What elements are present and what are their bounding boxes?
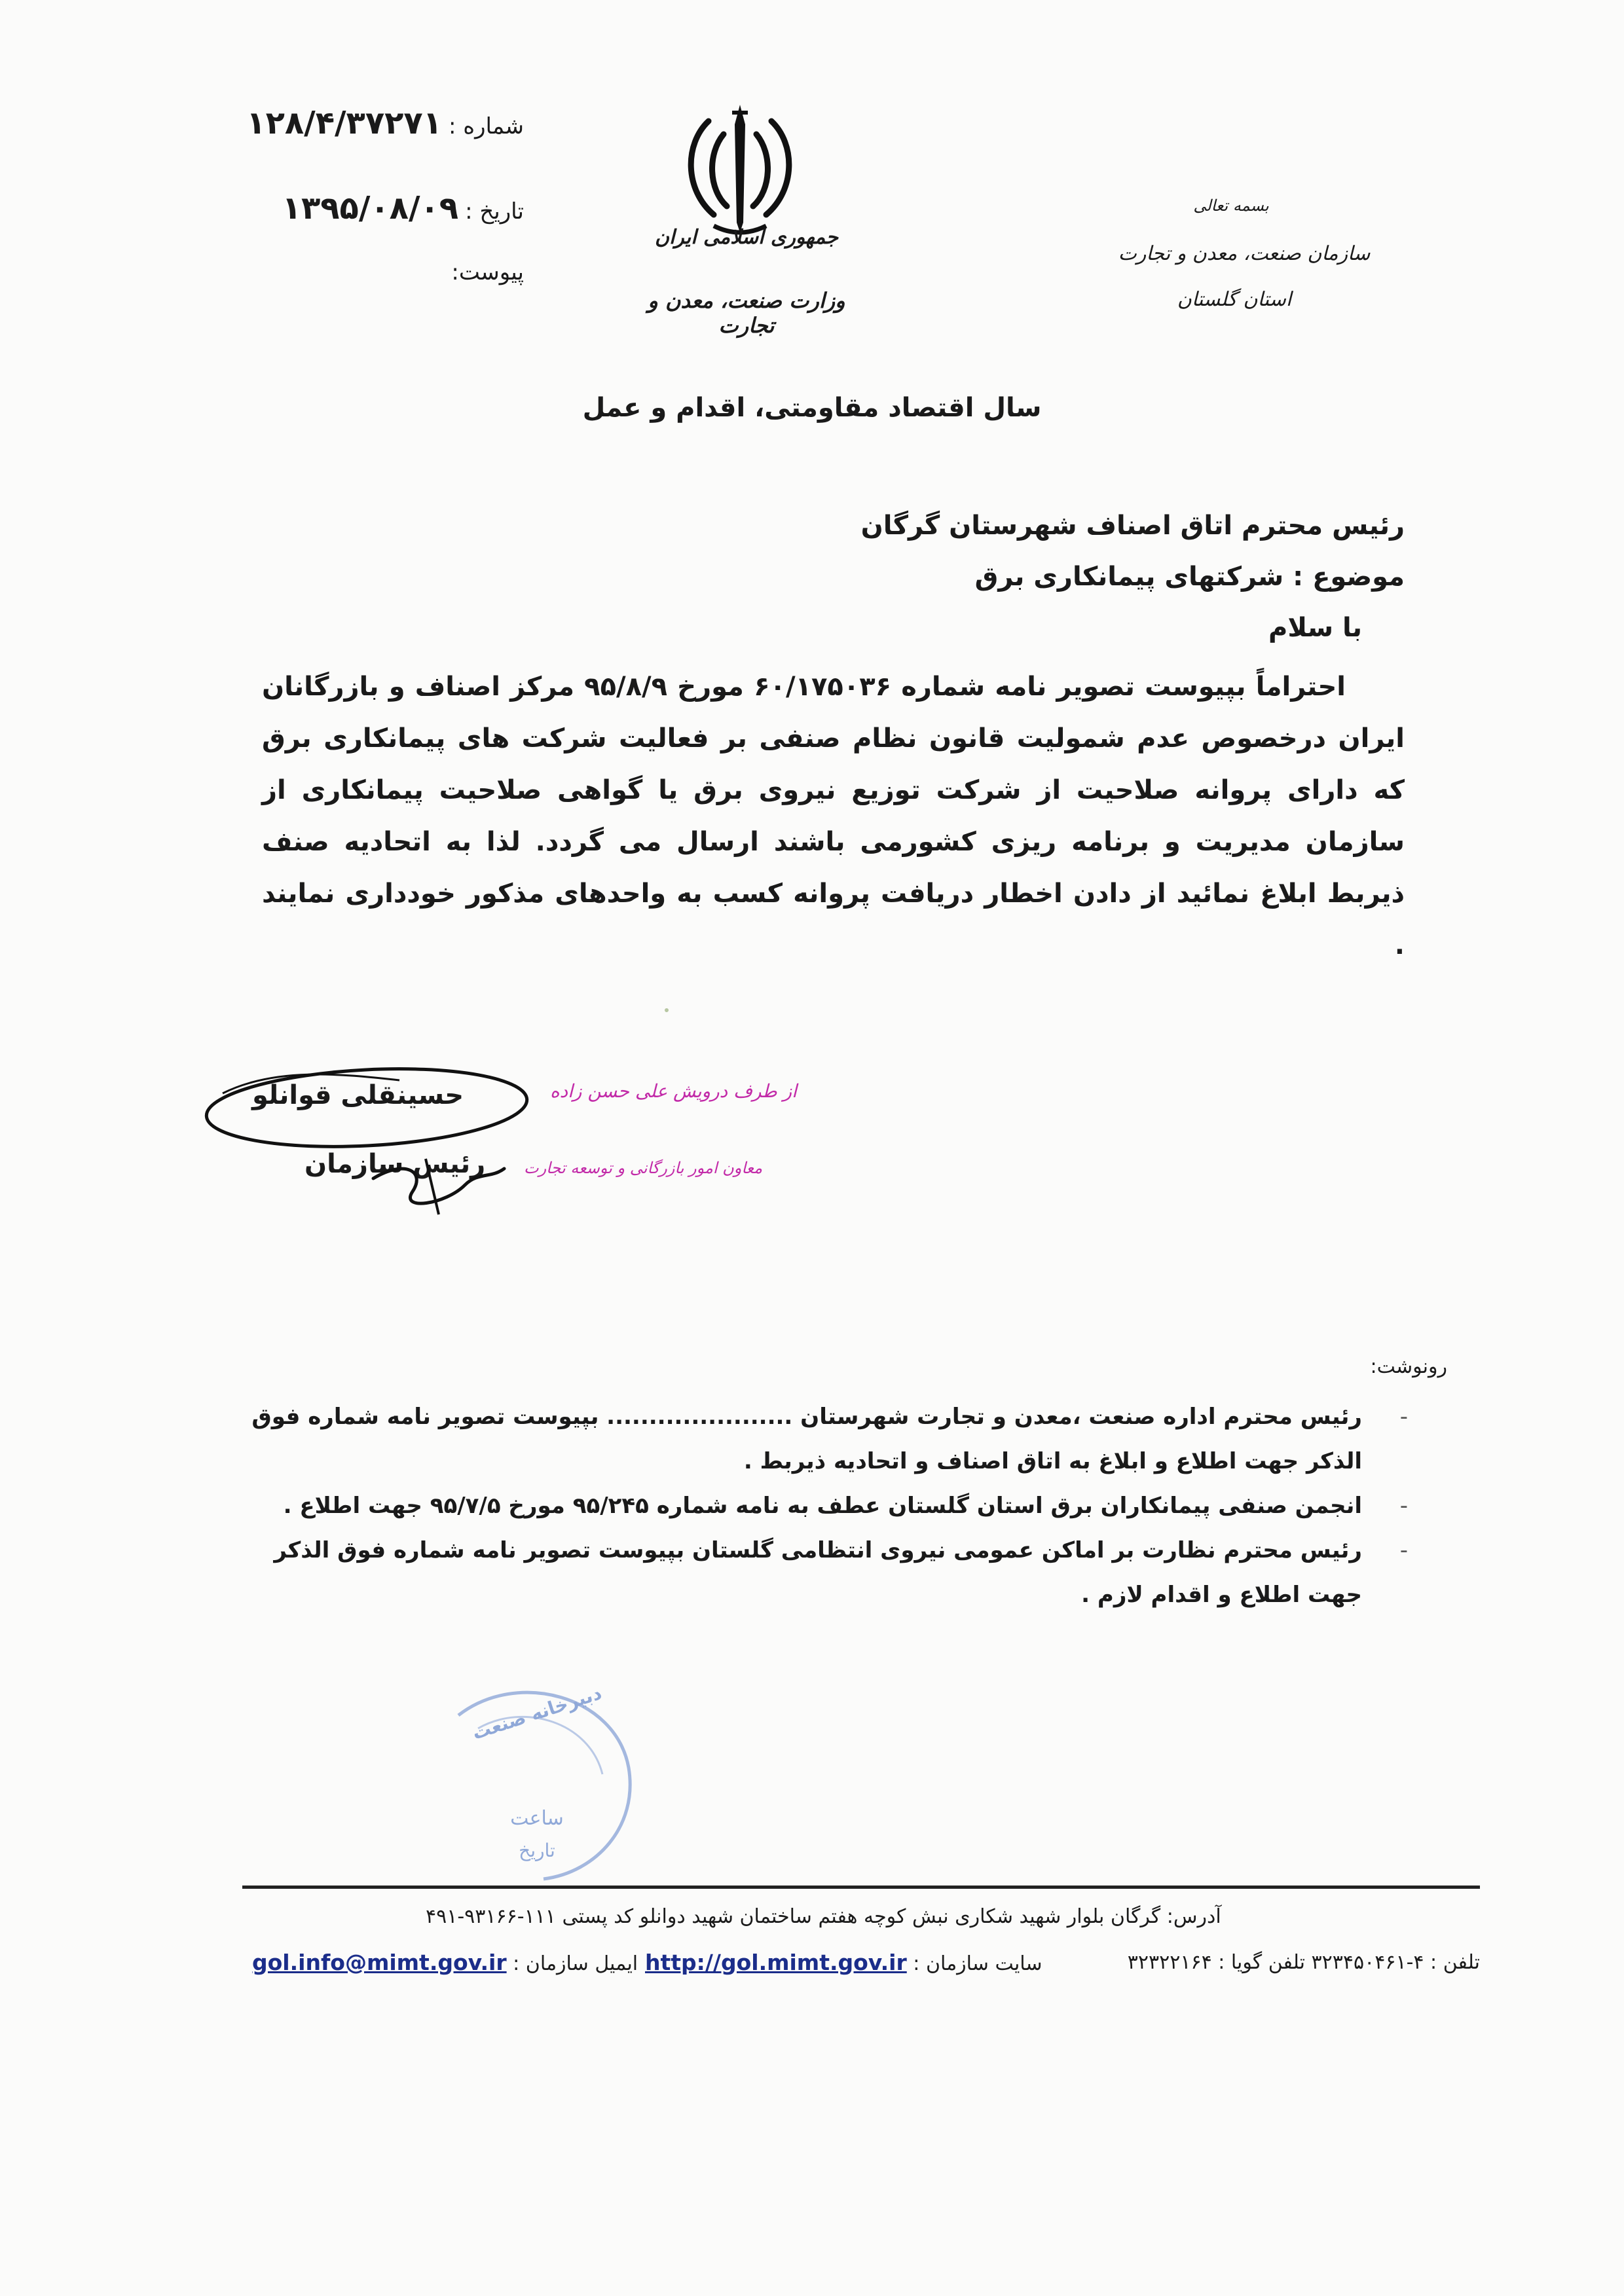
- footer-phone: تلفن : ۴-۳۲۳۴۵۰۴۶۱ تلفن گویا : ۳۲۳۲۲۱۶۴: [1127, 1951, 1480, 1974]
- handwritten-note-deputy: معاون امور بازرگانی و توسعه تجارت: [524, 1159, 763, 1177]
- footer-address: آدرس: گرگان بلوار شهید شکاری نبش کوچه هفتم ساختمان شهید دوانلو کد پستی ۱۱۱-۹۳۱۶۶-۴۹۱: [426, 1905, 1221, 1928]
- header-invocation: بسمه تعالی: [1193, 196, 1269, 215]
- letter-number-value: ۱۲۸/۴/۳۷۲۷۱: [246, 105, 442, 141]
- cc-dash: -: [1399, 1537, 1408, 1563]
- emblem-caption-country: جمهوری اسلامی ایران: [654, 226, 839, 249]
- handwritten-note-on-behalf: از طرف درویش علی حسن زاده: [550, 1080, 797, 1102]
- cc-item-text: رئیس محترم اداره صنعت ،معدن و تجارت شهرستان ...................... بپیوست تصویر نامه شماره فوق الذکر جهت اطلاع و ابلاغ به اتاق اصناف و اتحادیه ذیربط .: [251, 1404, 1362, 1474]
- footer-email-link[interactable]: gol.info@mimt.gov.ir: [252, 1950, 507, 1975]
- stamp-line-mid: ساعت: [510, 1807, 564, 1830]
- letter-number-label: شماره :: [449, 113, 524, 139]
- letter-number-line: [216, 105, 524, 141]
- signatory-name: حسینقلی قوانلو: [252, 1080, 464, 1110]
- footer-divider: [242, 1886, 1480, 1889]
- cc-item: [242, 1484, 1408, 1528]
- cc-list: [242, 1394, 1408, 1617]
- letter-date-value: ۱۳۹۵/۰۸/۰۹: [282, 190, 459, 227]
- subject-line: موضوع : شرکتهای پیمانکاری برق: [974, 562, 1405, 592]
- speck: [665, 1008, 669, 1012]
- cc-item-text: انجمن صنفی پیمانکاران برق استان گلستان عطف به نامه شماره ۹۵/۲۴۵ مورخ ۹۵/۷/۵ جهت اطلاع .: [283, 1493, 1362, 1519]
- letter-date-line: [216, 190, 524, 227]
- stamp-line-top: دبیرخانه صنعت: [470, 1682, 604, 1744]
- cc-title: رونوشت:: [1370, 1355, 1447, 1378]
- year-slogan: سال اقتصاد مقاومتی، اقدام و عمل: [582, 393, 1042, 423]
- emblem-caption-ministry: وزارت صنعت، معدن و تجارت: [648, 288, 845, 338]
- cc-dash: -: [1399, 1493, 1408, 1519]
- header-province: استان گلستان: [1177, 288, 1292, 311]
- letter-attachment-line: [216, 259, 524, 285]
- footer-website-link[interactable]: http://gol.mimt.gov.ir: [645, 1950, 907, 1975]
- letter-attachment-label: پیوست:: [451, 259, 524, 285]
- footer-website-label: سایت سازمان :: [913, 1952, 1043, 1975]
- receipt-stamp: [413, 1676, 648, 1892]
- handwritten-signature-mark: [367, 1133, 511, 1224]
- header-org-name: سازمان صنعت، معدن و تجارت: [1118, 242, 1371, 265]
- greeting-line: با سلام: [1268, 613, 1362, 643]
- footer-email-label: ایمیل سازمان :: [513, 1952, 638, 1975]
- recipient-line: رئیس محترم اتاق اصناف شهرستان گرگان: [860, 511, 1405, 541]
- stamp-line-bottom: تاریخ: [519, 1840, 555, 1861]
- letter-date-label: تاریخ :: [465, 198, 524, 225]
- cc-item: [242, 1528, 1408, 1617]
- cc-dash: -: [1399, 1404, 1408, 1430]
- body-paragraph: احتراماً بپیوست تصویر نامه شماره ۶۰/۱۷۵۰۳۶ مورخ ۹۵/۸/۹ مرکز اصناف و بازرگانان ایران درخصوص عدم شمولیت قانون نظام صنفی بر فعالیت شرکت های پیمانکاری برق که دارای پروانه صلاحیت از شرکت توزیع نیروی برق یا گواهی صلاحیت پیمانکاری از سازمان مدیریت و برنامه ریزی کشورمی باشند ارسال می گردد. لذا به اتحادیه صنف ذیربط ابلاغ نمائید از دادن اخطار دریافت پروانه کسب به واحدهای مذکور خودداری نمایند .: [262, 672, 1405, 960]
- footer-website-group: [645, 1950, 1043, 1975]
- cc-item: [242, 1394, 1408, 1484]
- signatory-title: رئیس سازمان: [304, 1149, 486, 1179]
- cc-item-text: رئیس محترم نظارت بر اماکن عمومی نیروی انتظامی گلستان بپیوست تصویر نامه شماره فوق الذکر جهت اطلاع و اقدام لازم .: [274, 1537, 1362, 1608]
- footer-email-group: [252, 1950, 638, 1975]
- iran-emblem-icon: [674, 98, 805, 242]
